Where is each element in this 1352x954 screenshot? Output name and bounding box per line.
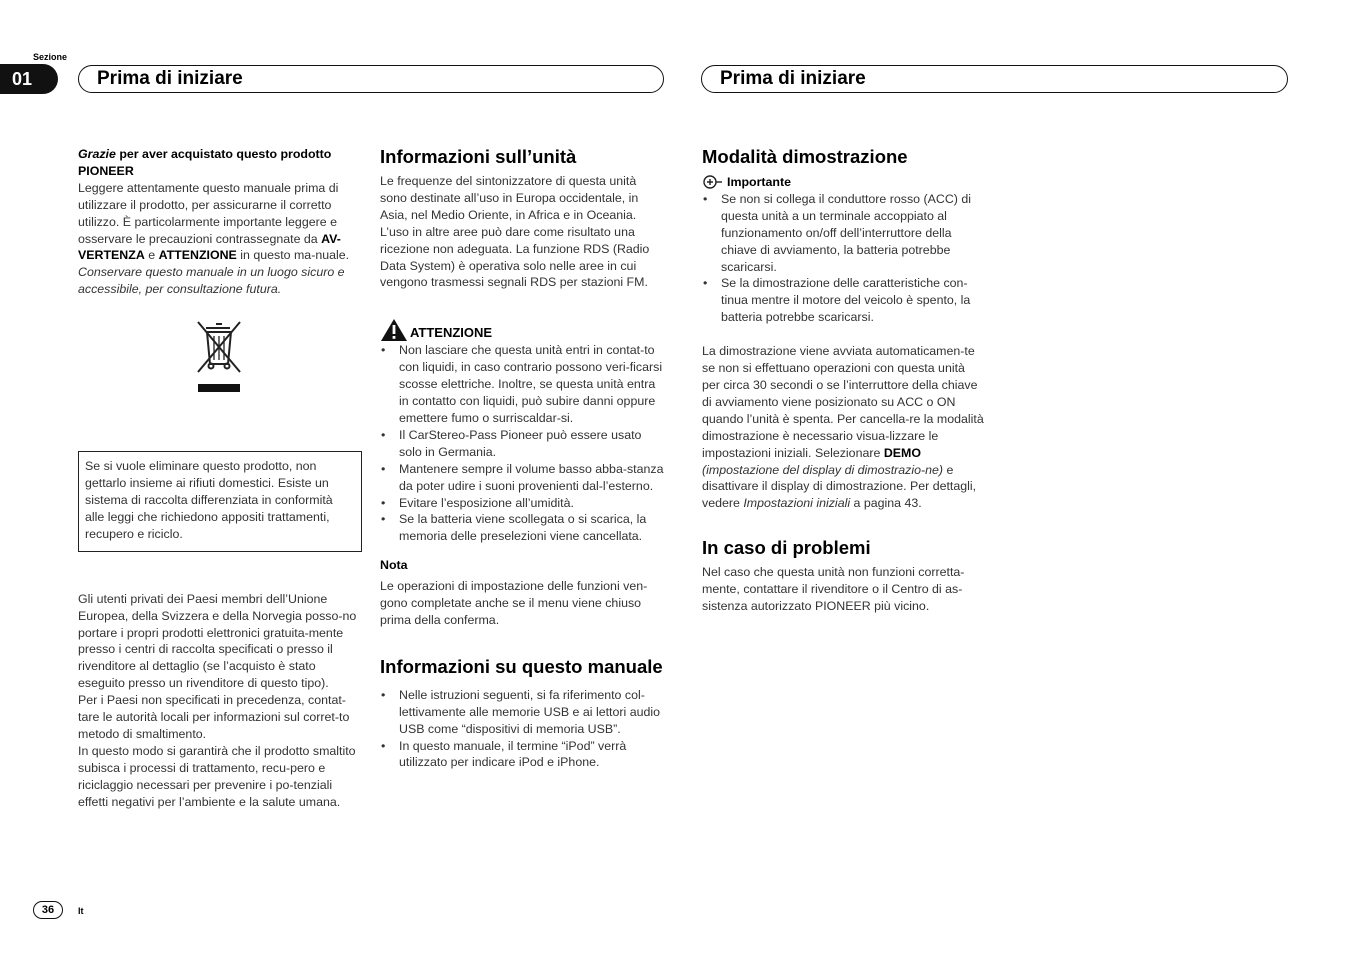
intro-italic: Conservare questo manuale in un luogo sicuro e accessibile, per consultazione futura. xyxy=(78,265,345,297)
list-item: • Se non si collega il conduttore rosso (ACC) di questa unità a un terminale accoppiato al funzionamento on/off dell’interruttore della chiave di avviamento, la batteria potrebbe scaricarsi. xyxy=(702,191,986,276)
list-item: • Mantenere sempre il volume basso abba-stanza da poter udire i suoni provenienti dal-l’esterno. xyxy=(380,461,664,495)
demo-text-2: e disattivare il display di dimostrazione. Per dettagli, vedere xyxy=(702,462,977,511)
section-number-badge: 01 xyxy=(0,64,58,94)
nota-text: Le operazioni di impostazione delle funzioni ven-gono completate anche se il menu viene chiuso prima della conferma. xyxy=(380,579,648,627)
intro-brand: PIONEER xyxy=(78,163,134,178)
heading-problems: In caso di problemi xyxy=(702,537,871,559)
intro-paragraph xyxy=(78,180,362,298)
eu-paragraph-1: Gli utenti privati dei Paesi membri dell’Unione Europea, della Svizzera e della Norvegia posso-no portare i propri prodotti elettronici gratuita-mente presso i centri di raccolta specificati o presso il rivenditore al dettaglio (se l’acquisto è stato eseguito presso un rivenditore di questo tipo). xyxy=(78,591,357,691)
section-label: Sezione xyxy=(33,52,68,62)
caution-label: ATTENZIONE xyxy=(410,325,493,341)
disposal-notice-text: Se si vuole eliminare questo prodotto, non gettarlo insieme ai rifiuti domestici. Esiste un sistema di raccolta differenziata in conformità alle leggi che richiedono appositi trattamenti, recupero e riciclo. xyxy=(85,459,333,541)
demo-text-3: a pagina 43. xyxy=(850,496,922,511)
problems-text: Nel caso che questa unità non funzioni corretta-mente, contattare il rivenditore o il Centro di as-sistenza autorizzato PIONEER più vicino. xyxy=(702,565,965,614)
column-middle xyxy=(380,146,664,771)
demo-italic-1: (impostazione del display di dimostrazio-ne) xyxy=(702,462,944,477)
nota-label: Nota xyxy=(380,558,408,573)
demo-paragraph xyxy=(702,343,986,512)
eu-paragraph-2: Per i Paesi non specificati in precedenza, contat-tare le autorità locali per informazioni sul corret-to metodo di smaltimento. xyxy=(78,693,350,741)
column-right xyxy=(702,146,986,615)
intro-avvertenza: AV-VERTENZA xyxy=(78,231,341,263)
caution-heading xyxy=(380,318,664,342)
demo-bold: DEMO xyxy=(883,445,922,460)
important-label: Importante xyxy=(727,175,792,189)
heading-demo: Modalità dimostrazione xyxy=(702,146,908,167)
list-item: • Nelle istruzioni seguenti, si fa riferimento col-lettivamente alle memorie USB e ai lettori audio USB come “dispositivi di memoria USB”. xyxy=(380,687,664,738)
list-item: • Se la batteria viene scollegata o si scarica, la memoria delle preselezioni viene cancellata. xyxy=(380,511,664,545)
list-item: • Il CarStereo-Pass Pioneer può essere usato solo in Germania. xyxy=(380,427,664,461)
heading-info-manual: Informazioni su questo manuale xyxy=(380,655,663,677)
important-list xyxy=(702,191,986,326)
page-title-left-text: Prima di iniziare xyxy=(97,68,243,89)
page-title-right xyxy=(701,65,1288,93)
page-title-right-text: Prima di iniziare xyxy=(720,68,866,89)
warning-triangle-icon xyxy=(380,318,408,342)
caution-list xyxy=(380,342,664,545)
list-item: • Non lasciare che questa unità entri in contat-to con liquidi, in caso contrario possono veri-ficarsi scosse elettriche. Inoltre, se questa unità entra in contatto con liquidi, può subire danni oppure emettere fumo o surriscaldar-si. xyxy=(380,342,664,427)
demo-italic-2: Impostazioni iniziali xyxy=(743,496,851,511)
eu-paragraph-3: In questo modo si garantirà che il prodotto smaltito subisca i processi di trattamento, recu-pero e riciclaggio necessari per prevenire i po-tenziali effetti negativi per l’ambiente e la salute umana. xyxy=(78,743,356,809)
heading-info-unit: Informazioni sull’unità xyxy=(380,146,577,167)
page-title-left xyxy=(78,65,664,93)
disposal-notice-box xyxy=(78,451,362,552)
intro-thanks-rest: per aver acquistato questo prodotto xyxy=(115,147,332,161)
list-item: • Evitare l’esposizione all’umidità. xyxy=(380,495,664,512)
page-number-badge: 36 xyxy=(33,901,63,919)
list-item: • Se la dimostrazione delle caratteristiche con-tinua mentre il motore del veicolo è spento, la batteria potrebbe scaricarsi. xyxy=(702,275,986,326)
language-label: It xyxy=(78,906,84,916)
info-unit-text: Le frequenze del sintonizzatore di questa unità sono destinate all’uso in Europa occidentale, in Asia, nel Medio Oriente, in Africa e in Oceania. L’uso in altre aree può dare come risultato una ricezione non adeguata. La funzione RDS (Radio Data System) è operativa solo nelle aree in cui vengono trasmessi segnali RDS per stazioni FM. xyxy=(380,174,650,290)
column-left xyxy=(78,146,362,810)
crossed-bin-icon xyxy=(188,314,248,394)
intro-and: e xyxy=(144,248,159,263)
demo-text-1: La dimostrazione viene avviata automaticamen-te se non si effettuano operazioni con questa unità per circa 30 secondi o se l’interruttore della chiave di avviamento viene posizionato su ACC o ON quando l’unità è spenta. Per cancella-re la modalità dimostrazione è necessario visua-lizzare le impostazioni iniziali. Selezionare xyxy=(702,344,984,460)
intro-heading xyxy=(78,146,362,163)
intro-text-2: in questo ma-nuale. xyxy=(236,248,350,263)
important-icon xyxy=(702,174,724,190)
important-heading xyxy=(702,174,986,191)
list-item: • In questo manuale, il termine “iPod” verrà utilizzato per indicare iPod e iPhone. xyxy=(380,738,664,772)
intro-attenzione: ATTENZIONE xyxy=(158,248,237,263)
manual-list xyxy=(380,687,664,772)
weee-symbol-block xyxy=(78,298,362,408)
intro-thanks: Grazie xyxy=(78,147,116,161)
intro-text-1: Leggere attentamente questo manuale prima di utilizzare il prodotto, per assicurarne il corretto utilizzo. È particolarmente importante leggere e osservare le precauzioni contrassegnate da xyxy=(78,180,339,246)
